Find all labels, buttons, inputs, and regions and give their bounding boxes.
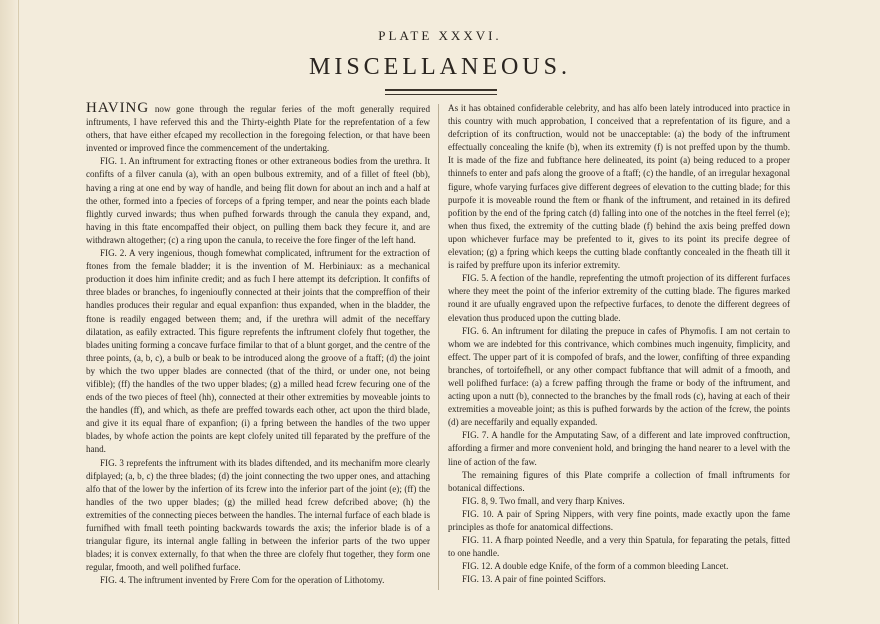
fig3-paragraph: FIG. 3 reprefents the inftrument with its blades diftended, and its mechanifm more clearly difplayed; (a, b, c) the three blades; (d) the joint connecting the two upper ones, and attaching alfo that of the lower by the infertion of its fcrew into the inferior part of the joint (e); (ff) the handles of the two upper blades; (g) the milled head fcrew defcribed above; (h) the extremities of the connecting pieces between the handles. The internal furface of each blade is furnifhed with fmall teeth pointing backwards towards the axis; the inferior blade is of a triangular figure, its internal angle falling in between the inferior parts of the two upper blades; it is convex externally, fo that when the three are clofely fhut together, they form one regular, fmooth, and well polifhed furface.	[86, 457, 430, 573]
page-edge	[0, 0, 19, 624]
fig4-paragraph: FIG. 4. The inftrument invented by Frere Com for the operation of Lithotomy.	[100, 575, 385, 586]
fig12-paragraph: FIG. 12. A double edge Knife, of the form of a common bleeding Lancet.	[462, 561, 729, 572]
fig11-paragraph: FIG. 11. A fharp pointed Needle, and a very thin Spatula, for feparating the petals, fitted to one handle.	[448, 535, 790, 559]
title-rule	[385, 89, 497, 95]
fig8-9-paragraph: FIG. 8, 9. Two fmall, and very fharp Knives.	[462, 495, 625, 506]
intro-paragraph	[86, 102, 430, 155]
plate-number: PLATE XXXVI.	[378, 28, 502, 43]
dropcap: HAVING	[86, 100, 150, 116]
fig10-paragraph: FIG. 10. A pair of Spring Nippers, with very fine points, made exactly upon the fame principles as thofe for anatomical diffections.	[448, 508, 790, 532]
fig6-paragraph: FIG. 6. An inftrument for dilating the prepuce in cafes of Phymofis. I am not certain to whom we are indebted for this contrivance, which combines much ingenuity, fimplicity, and effect. The upper part of it is compofed of brafs, and the lower, confifting of three expanding branches, of tortoifefhell, or any other compact fubftance that will admit of a fmooth, and well polifhed furface: (a) a fcrew paffing through the frame or body of the inftrument, and acting upon a nutt (b), connected to the branches by the fmall rods (c), having at each of their extremities a moveable joint; as this is pufhed forwards by the action of the fcrew, the points (d) are neceffarily and equally expanded.	[448, 325, 790, 428]
intro-text: now gone through the regular feries of the moft generally required inftruments, I have referved this and the Thirty-eighth Plate for the reprefentation of a few others, that have either efcaped my recollection in the foregoing felection, or that have been invented or improved fince the commencement of the undertaking.	[86, 104, 430, 154]
fig13-paragraph: FIG. 13. A pair of fine pointed Sciffors.	[462, 574, 606, 585]
fig2-paragraph: FIG. 2. A very ingenious, though fomewhat complicated, inftrument for the extraction of ftones from the female bladder; it is the invention of M. Herbiniaux: as a mechanical production it does him infinite credit; and as fuch I here attempt its defcription. It confifts of three blades or branches, fo ingenioufly connected at their joints that the compreffion of their handles produces their regular and equal expanfion: thus expanded, when in the bladder, the ftone is readily engaged between them; and, if the urethra will admit of the neceffary dilatation, as eafily extracted. This figure reprefents the inftrument clofely fhut together, the blades uniting forming a concave furface fimilar to that of a blunt gorget, and the centre of the three points, (a, b, c), a bulb or beak to be introduced along the groove of a ftaff; (d) the joint by which the two upper blades are connected (that of the third, or under one, not being vifible); (ff) the handles of the two upper blades; (g) a milled head fcrew fecuring one of the ends of the two pieces of fteel (hh), connected at their other extremities by moveable joints to the handles (ff), and which, as thefe are preffed towards each other, act upon the third blade, and give it its equal fhare of expanfion; (i) a fpring between the handles of the two upper blades, by whofe action the points are kept clofely united till feparated by the preffure of the hand.	[86, 248, 430, 455]
page-title: MISCELLANEOUS.	[308, 54, 571, 80]
column-divider	[438, 104, 439, 590]
fig5-paragraph: FIG. 5. A fection of the handle, reprefenting the utmoft projection of its different furfaces where they meet the point of the inferior extremity of the cutting blade. The figures marked round it are ufually engraved upon the refpective furfaces, to denote the different degrees of elevation thus produced upon the cutting blade.	[448, 273, 790, 323]
fig7-paragraph: FIG. 7. A handle for the Amputating Saw, of a different and late improved conftruction, affording a firmer and more convenient hold, and bringing the hand nearer to a level with the line of action of the faw.	[448, 430, 790, 467]
left-column	[86, 102, 430, 587]
fig1-paragraph: FIG. 1. An inftrument for extracting ftones or other extraneous bodies from the urethra. It confifts of a filver canula (a), with an open bulbous extremity, and of a fillet of fteel (bb), having a ring at one end by way of handle, and being flit down for about an inch and a half at the other, formed into a fpecies of forceps of a fpring temper, and near the points each blade flightly curved inwards; thus when pufhed forwards through the canula they expand, and, having in this ftate encompaffed their object, on pulling them back they fecure it, and are withdrawn altogether; (c) a ring upon the canula, to receive the fore finger of the left hand.	[86, 156, 430, 245]
right-column	[448, 102, 790, 586]
fig4-continued-paragraph: As it has obtained confiderable celebrity, and has alfo been lately introduced into practice in this country with much approbation, I conceived that a reprefentation of its figure, and a defcription of its conftruction, would not be unacceptable: (a) the body of the inftrument effectually concealing the knife (b), when its extremity (f) is not preffed upon by the thumb. It is made of the fize and fubftance here delineated, its point (a) being reduced to a proper thinnefs to enter and pafs along the groove of a ftaff; (c) the handle, of an irregular hexagonal figure, whofe varying furfaces give different degrees of elevation to the cutting blade; for this purpofe it is moveable round the ftem or fhank of the inftrument, and retained in its defired pofition by the end of the fpring catch (d) falling into one of the notches in the fteel ferrel (e); when thus fixed, the extremity of the cutting blade (f) behind the axis being preffed down upon whichever furface may be prefented to it, gives to its point its precife degree of elevation; (g) a fpring which keeps the cutting blade conftantly concealed in the fheath till it is raifed by preffure upon its inferior extremity.	[448, 103, 790, 271]
botanical-intro-paragraph: The remaining figures of this Plate comprife a collection of fmall inftruments for botanical diffections.	[448, 469, 790, 493]
